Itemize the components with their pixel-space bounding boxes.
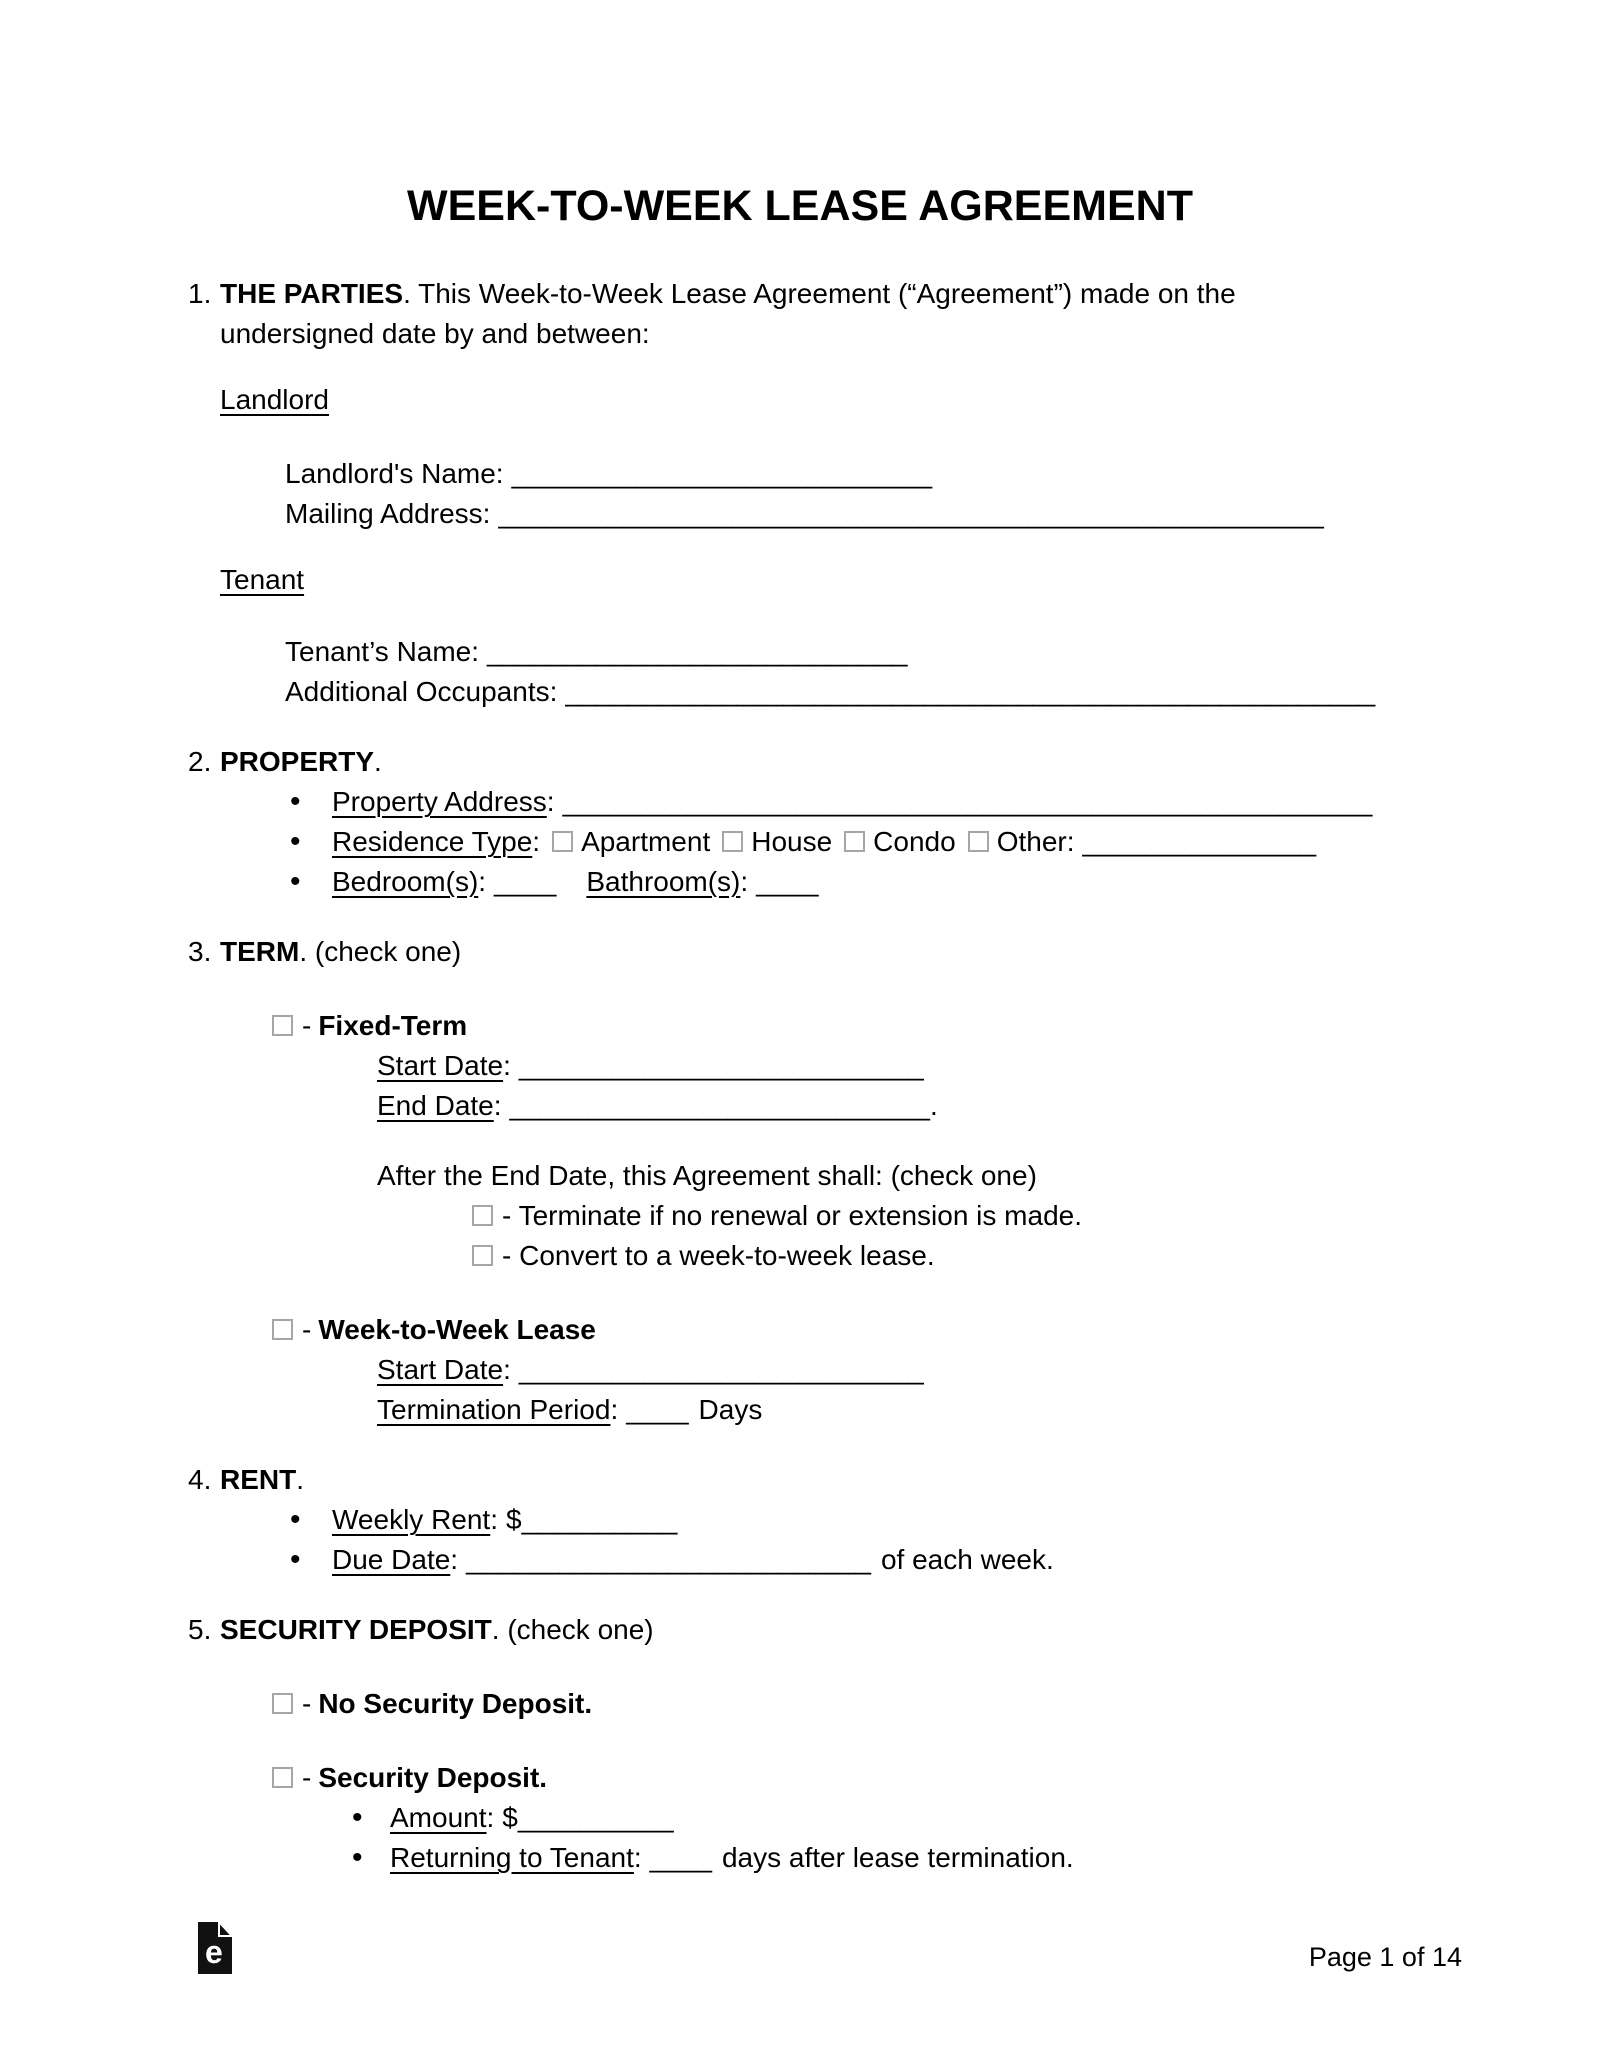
checkbox-convert[interactable]: [472, 1245, 493, 1266]
weekly-rent-label: Weekly Rent: [332, 1504, 491, 1535]
deposit-amount-blank[interactable]: __________: [517, 1802, 674, 1833]
tenant-name-blank[interactable]: ___________________________: [487, 636, 908, 667]
fixed-start-date-blank[interactable]: __________________________: [518, 1050, 924, 1081]
week-to-week-option: - Week-to-Week Lease: [272, 1312, 596, 1348]
property-address-item: •Property Address: ____________________________________________________: [290, 784, 1372, 820]
section-heading-text: THE PARTIES: [220, 278, 404, 309]
termination-period-suffix: Days: [698, 1394, 763, 1425]
mailing-address-field: Mailing Address: _____________________________________________________: [285, 498, 1324, 529]
fixed-term-option: - Fixed-Term: [272, 1008, 467, 1044]
deposit-amount-label: Amount: [390, 1802, 487, 1833]
section-rent-heading: 4. RENT.: [188, 1462, 304, 1498]
section-parties-heading: [188, 276, 1236, 312]
property-address-label: Property Address: [332, 786, 547, 817]
bullet-icon: [290, 1502, 332, 1538]
bullet-icon: [290, 1542, 332, 1578]
residence-option-other-label: Other:: [996, 826, 1075, 857]
section-number: 4.: [188, 1464, 212, 1495]
section-property-heading: 2. PROPERTY.: [188, 744, 382, 780]
w2w-start-date-field: Start Date: __________________________: [377, 1354, 924, 1385]
tenant-name-label: Tenant’s Name: [285, 636, 472, 667]
residence-other-blank[interactable]: _______________: [1082, 826, 1317, 857]
terminate-option: [472, 1198, 1082, 1234]
due-date-item: •Due Date: __________________________ of each week.: [290, 1542, 1054, 1578]
bullet-icon: [290, 864, 332, 900]
termination-period-field: Termination Period: ____ Days: [377, 1394, 763, 1425]
returning-to-tenant-item: •Returning to Tenant: ____ days after lease termination.: [352, 1840, 1074, 1876]
section-heading-text: TERM: [220, 936, 300, 967]
deposit-amount-item: •Amount: $__________: [352, 1800, 674, 1836]
week-to-week-label: Week-to-Week Lease: [318, 1314, 596, 1345]
checkbox-security-deposit[interactable]: [272, 1767, 293, 1788]
weekly-rent-item: •Weekly Rent: $__________: [290, 1502, 677, 1538]
bullet-icon: [352, 1800, 390, 1836]
checkbox-terminate[interactable]: [472, 1205, 493, 1226]
dollar-sign: $: [506, 1504, 522, 1535]
end-date-label: End Date: [377, 1090, 494, 1121]
section-parties-intro-line2: undersigned date by and between:: [220, 318, 650, 349]
page-number: Page 1 of 14: [1308, 1942, 1462, 1972]
tenant-heading: Tenant: [220, 564, 305, 595]
checkbox-no-security-deposit[interactable]: [272, 1693, 293, 1714]
section-number: 1.: [188, 278, 212, 309]
section-heading-text: PROPERTY: [220, 746, 375, 777]
checkbox-condo[interactable]: [844, 831, 865, 852]
security-deposit-option: - Security Deposit.: [272, 1760, 547, 1796]
dollar-sign: $: [502, 1802, 518, 1833]
fixed-end-date-blank[interactable]: ___________________________: [509, 1090, 930, 1121]
section-term-heading: 3. TERM. (check one): [188, 934, 461, 970]
due-date-label: Due Date: [332, 1544, 451, 1575]
fixed-end-date-field: End Date: ___________________________.: [377, 1090, 938, 1121]
landlord-name-field: Landlord's Name: ___________________________: [285, 458, 933, 489]
section-number: 3.: [188, 936, 212, 967]
svg-text:e: e: [205, 1934, 223, 1970]
checkbox-week-to-week[interactable]: [272, 1319, 293, 1340]
landlord-name-label: Landlord's Name: [285, 458, 496, 489]
residence-option-condo: Condo: [873, 826, 956, 857]
no-security-deposit-option: - No Security Deposit.: [272, 1686, 592, 1722]
no-security-deposit-label: No Security Deposit: [318, 1688, 585, 1719]
bedroom-blank[interactable]: ____: [494, 866, 557, 897]
additional-occupants-label: Additional Occupants: [285, 676, 550, 707]
checkbox-apartment[interactable]: [552, 831, 573, 852]
mailing-address-label: Mailing Address: [285, 498, 483, 529]
termination-period-label: Termination Period: [377, 1394, 611, 1425]
w2w-start-date-blank[interactable]: __________________________: [518, 1354, 924, 1385]
after-end-date-text: After the End Date, this Agreement shall: (check one): [377, 1160, 1037, 1191]
residence-option-house: House: [751, 826, 833, 857]
section-heading-text: SECURITY DEPOSIT: [220, 1614, 492, 1645]
start-date-label: Start Date: [377, 1354, 504, 1385]
returning-to-tenant-label: Returning to Tenant: [390, 1842, 634, 1873]
document-page-icon: [198, 1922, 232, 1974]
additional-occupants-blank[interactable]: ____________________________________________________: [565, 676, 1376, 707]
section-intro-text: . This Week-to-Week Lease Agreement (“Agreement”) made on the: [403, 278, 1236, 309]
bathroom-label: Bathroom(s): [586, 866, 741, 897]
mailing-address-blank[interactable]: _____________________________________________________: [498, 498, 1324, 529]
security-deposit-label: Security Deposit: [318, 1762, 540, 1793]
landlord-name-blank[interactable]: ___________________________: [511, 458, 933, 489]
residence-type-item: •Residence Type: Apartment House Condo Other: _______________: [290, 824, 1316, 860]
fixed-start-date-field: Start Date: __________________________: [377, 1050, 924, 1081]
bullet-icon: [290, 784, 332, 820]
bedroom-bathroom-item: •Bedroom(s): ____ Bathroom(s): ____: [290, 864, 818, 900]
bedroom-label: Bedroom(s): [332, 866, 479, 897]
returning-to-tenant-blank[interactable]: ____: [649, 1842, 712, 1873]
fixed-term-label: Fixed-Term: [318, 1010, 468, 1041]
section-deposit-heading: 5. SECURITY DEPOSIT. (check one): [188, 1612, 654, 1648]
section-heading-text: RENT: [220, 1464, 297, 1495]
bullet-icon: [290, 824, 332, 860]
residence-type-label: Residence Type: [332, 826, 533, 857]
returning-to-tenant-suffix: days after lease termination.: [721, 1842, 1074, 1873]
weekly-rent-blank[interactable]: __________: [521, 1504, 678, 1535]
tenant-name-field: Tenant’s Name: ___________________________: [285, 636, 908, 667]
eforms-logo: [198, 1922, 232, 1979]
landlord-heading: Landlord: [220, 384, 329, 415]
checkbox-fixed-term[interactable]: [272, 1015, 293, 1036]
section-number: 5.: [188, 1614, 212, 1645]
checkbox-other[interactable]: [968, 831, 989, 852]
bathroom-blank[interactable]: ____: [756, 866, 819, 897]
residence-option-apartment: Apartment: [581, 826, 711, 857]
section-number: 2.: [188, 746, 212, 777]
start-date-label: Start Date: [377, 1050, 504, 1081]
convert-option: [472, 1238, 935, 1274]
convert-option-text: - Convert to a week-to-week lease.: [502, 1240, 935, 1271]
due-date-blank[interactable]: __________________________: [466, 1544, 871, 1575]
document-title: WEEK-TO-WEEK LEASE AGREEMENT: [407, 182, 1193, 230]
checkbox-house[interactable]: [722, 831, 743, 852]
termination-period-blank[interactable]: ____: [626, 1394, 689, 1425]
terminate-option-text: - Terminate if no renewal or extension is made.: [502, 1200, 1082, 1231]
due-date-suffix: of each week.: [880, 1544, 1054, 1575]
property-address-blank[interactable]: ____________________________________________________: [562, 786, 1373, 817]
bullet-icon: [352, 1840, 390, 1876]
additional-occupants-field: Additional Occupants: ____________________________________________________: [285, 676, 1376, 707]
